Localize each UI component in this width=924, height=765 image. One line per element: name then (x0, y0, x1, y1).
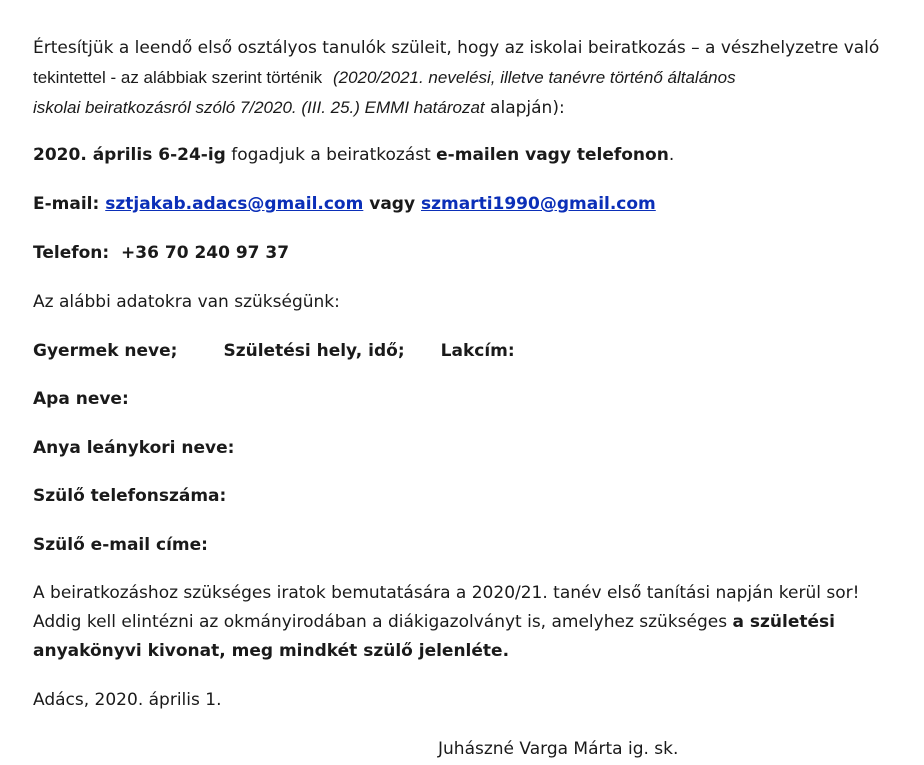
documents-paragraph (33, 579, 859, 666)
phone-label: Telefon: (33, 243, 110, 263)
field-birth: Születési hely, idő; (223, 341, 405, 361)
field-mother: Anya leánykori neve: (33, 438, 235, 458)
email-link-2[interactable]: szmarti1990@gmail.com (420, 194, 656, 214)
intro-line-2-plain: tekintettel - az alábbiak szerint történik (33, 68, 323, 87)
email-or: vagy (369, 194, 416, 214)
intro-line-1: Értesítjük a leendő első osztályos tanulók szüleit, hogy az iskolai beiratkozás – a vészhelyzetre való (33, 38, 880, 58)
field-father: Apa neve: (33, 389, 129, 409)
field-child-name: Gyermek neve; (33, 341, 178, 361)
enrollment-end: . (668, 145, 675, 165)
enrollment-period (33, 141, 674, 170)
intro-line-3-italic: iskolai beiratkozásról szóló 7/2020. (III. 25.) EMMI határozat (33, 98, 485, 117)
field-parent-phone: Szülő telefonszáma: (33, 486, 227, 506)
place-date: Adács, 2020. április 1. (33, 690, 222, 710)
phone-number: +36 70 240 97 37 (121, 243, 290, 263)
field-row-child (33, 337, 515, 366)
required-data-intro: Az alábbi adatokra van szükségünk: (33, 292, 340, 312)
enrollment-date: 2020. április 6-24-ig (33, 145, 226, 165)
field-address: Lakcím: (440, 341, 515, 361)
enrollment-method: e-mailen vagy telefonon (436, 145, 669, 165)
signature: Juhászné Varga Márta ig. sk. (438, 739, 679, 759)
email-link-1[interactable]: sztjakab.adacs@gmail.com (105, 194, 364, 214)
documents-line-2-bold: a születési (732, 612, 835, 632)
email-line (33, 190, 656, 219)
documents-line-3-bold: anyakönyvi kivonat, meg mindkét szülő jelenléte. (33, 641, 510, 661)
enrollment-middle-text: fogadjuk a beiratkozást (225, 145, 437, 165)
intro-paragraph (33, 34, 879, 123)
phone-line (33, 239, 289, 268)
intro-line-3-plain: alapján): (484, 98, 565, 118)
intro-line-2-italic: (2020/2021. nevelési, illetve tanévre történő általános (332, 68, 736, 87)
documents-line-1: A beiratkozáshoz szükséges iratok bemutatására a 2020/21. tanév első tanítási napján kerül sor! (33, 583, 860, 603)
email-label: E-mail: (33, 194, 100, 214)
documents-line-2-plain: Addig kell elintézni az okmányirodában a diákigazolványt is, amelyhez szükséges (33, 612, 733, 632)
field-parent-email: Szülő e-mail címe: (33, 535, 208, 555)
